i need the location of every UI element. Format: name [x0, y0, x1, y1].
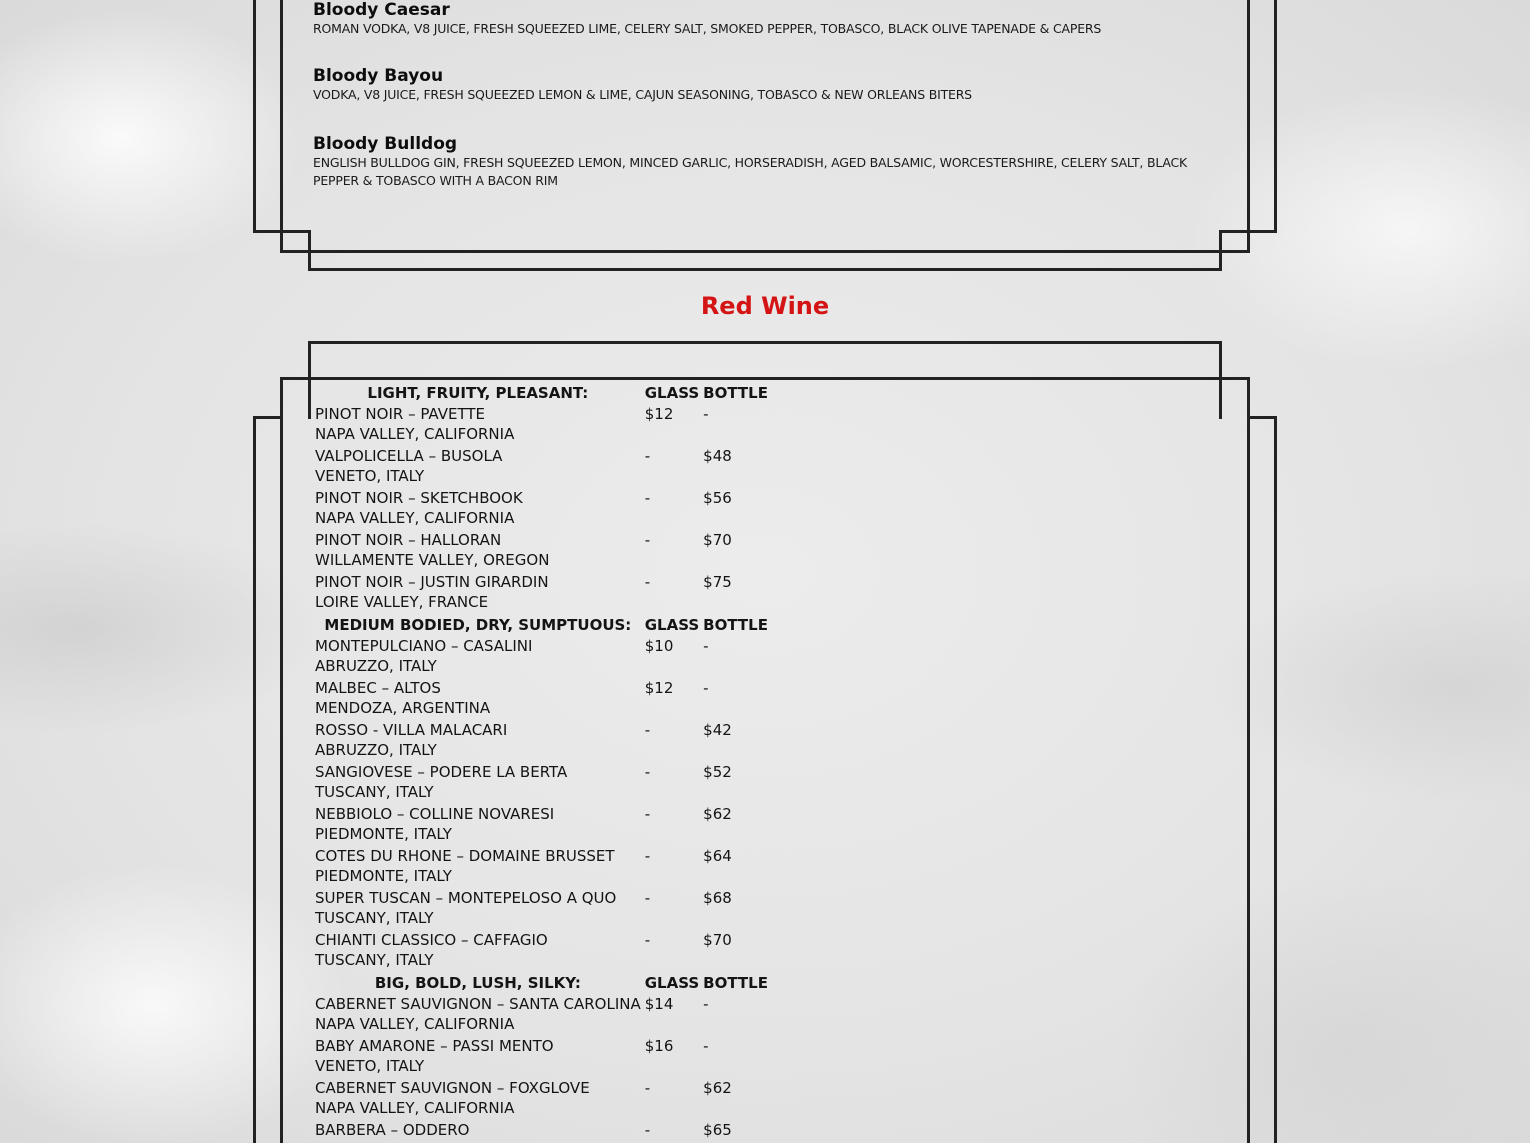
bottle-price: $62 — [703, 1079, 732, 1097]
bottle-price: $70 — [703, 531, 732, 549]
bottle-price: $42 — [703, 721, 732, 739]
wine-region: ABRUZZO, ITALY — [315, 741, 437, 759]
bottle-price: $75 — [703, 573, 732, 591]
frame-line — [280, 0, 283, 252]
wine-name: PINOT NOIR – HALLORAN — [315, 531, 502, 549]
cocktail-name: Bloody Bulldog — [313, 134, 458, 154]
wine-row — [313, 446, 770, 488]
wine-name: BABY AMARONE – PASSI MENTO — [315, 1037, 554, 1055]
wine-row — [313, 404, 770, 446]
glass-price: - — [644, 573, 651, 591]
frame-line — [1219, 377, 1250, 380]
frame-line — [308, 268, 1222, 271]
wine-name: PINOT NOIR – JUSTIN GIRARDIN — [315, 573, 549, 591]
bottle-header: BOTTLE — [703, 384, 768, 402]
wine-region: TUSCANY, ITALY — [315, 783, 434, 801]
cocktail-name: Bloody Bayou — [313, 66, 444, 86]
wine-category: LIGHT, FRUITY, PLEASANT: — [367, 384, 589, 402]
glass-price: - — [644, 489, 651, 507]
bottle-price: $64 — [703, 847, 732, 865]
wine-region: WILLAMENTE VALLEY, OREGON — [315, 551, 550, 569]
bottle-price: - — [703, 405, 709, 423]
bottle-header: BOTTLE — [703, 974, 768, 992]
frame-line — [1219, 230, 1222, 271]
bottle-price: $70 — [703, 931, 732, 949]
wine-region: PIEDMONTE, ITALY — [315, 867, 452, 885]
wine-region: VENETO, ITALY — [315, 1057, 425, 1075]
bottle-price: $56 — [703, 489, 732, 507]
frame-line — [1274, 0, 1277, 232]
frame-line — [1219, 380, 1222, 419]
wine-region: NAPA VALLEY, CALIFORNIA — [315, 1099, 515, 1117]
bottle-price: - — [703, 1037, 709, 1055]
glass-price: $16 — [644, 1037, 674, 1055]
wine-category-row — [313, 972, 770, 994]
wine-row — [313, 1120, 770, 1143]
glass-price: $14 — [644, 995, 674, 1013]
frame-line — [253, 416, 283, 419]
wine-row — [313, 488, 770, 530]
wine-name: CABERNET SAUVIGNON – FOXGLOVE — [315, 1079, 590, 1097]
bottle-price: $48 — [703, 447, 732, 465]
glass-price: - — [644, 847, 651, 865]
frame-line — [280, 377, 311, 380]
frame-line — [308, 341, 311, 380]
glass-price: - — [644, 763, 651, 781]
glass-header: GLASS — [644, 616, 700, 634]
wine-row — [313, 846, 770, 888]
frame-line — [311, 377, 1219, 380]
wine-list-table — [313, 382, 770, 1143]
wine-name: BARBERA – ODDERO — [315, 1121, 470, 1139]
wine-row — [313, 1078, 770, 1120]
wine-name: CHIANTI CLASSICO – CAFFAGIO — [315, 931, 548, 949]
wine-region: MENDOZA, ARGENTINA — [315, 699, 491, 717]
frame-line — [253, 230, 283, 233]
glass-price: $12 — [644, 679, 674, 697]
wine-row — [313, 994, 770, 1036]
cocktail-item — [313, 0, 1213, 38]
cocktail-name: Bloody Caesar — [313, 0, 450, 20]
bottle-header: BOTTLE — [703, 616, 768, 634]
wine-category: MEDIUM BODIED, DRY, SUMPTUOUS: — [324, 616, 632, 634]
wine-region: VENETO, ITALY — [315, 467, 425, 485]
wine-name: COTES DU RHONE – DOMAINE BRUSSET — [315, 847, 615, 865]
frame-line — [253, 0, 256, 232]
bottle-price: $65 — [703, 1121, 732, 1139]
wine-name: SUPER TUSCAN – MONTEPELOSO A QUO — [315, 889, 617, 907]
glass-price: - — [644, 1121, 651, 1139]
glass-price: - — [644, 447, 651, 465]
cocktail-description: VODKA, V8 JUICE, FRESH SQUEEZED LEMON & LIME, CAJUN SEASONING, TOBASCO & NEW ORLEANS BITERS — [313, 87, 972, 102]
wine-region: NAPA VALLEY, CALIFORNIA — [315, 509, 515, 527]
frame-line — [308, 341, 1222, 344]
wine-region: TUSCANY, ITALY — [315, 909, 434, 927]
wine-region: TUSCANY, ITALY — [315, 951, 434, 969]
wine-region: ABRUZZO, ITALY — [315, 657, 437, 675]
bottle-price: - — [703, 679, 709, 697]
wine-name: PINOT NOIR – SKETCHBOOK — [315, 489, 523, 507]
bottle-price: - — [703, 995, 709, 1013]
wine-name: CABERNET SAUVIGNON – SANTA CAROLINA — [315, 995, 641, 1013]
bottle-price: $68 — [703, 889, 732, 907]
glass-price: $10 — [644, 637, 674, 655]
bottle-price: $62 — [703, 805, 732, 823]
wine-row — [313, 888, 770, 930]
glass-price: - — [644, 931, 651, 949]
frame-line — [1247, 0, 1250, 252]
wine-row — [313, 678, 770, 720]
glass-price: - — [644, 531, 651, 549]
glass-header: GLASS — [644, 974, 700, 992]
wine-row — [313, 636, 770, 678]
frame-line — [308, 230, 311, 271]
wine-row — [313, 720, 770, 762]
section-title: Red Wine — [700, 292, 830, 320]
frame-line — [253, 416, 256, 1143]
frame-line — [1247, 377, 1250, 1143]
bottle-price: - — [703, 637, 709, 655]
bottle-price: $52 — [703, 763, 732, 781]
frame-line — [1247, 230, 1277, 233]
cocktail-description: ROMAN VODKA, V8 JUICE, FRESH SQUEEZED LIME, CELERY SALT, SMOKED PEPPER, TOBASCO, BLACK OLIVE TAPENADE & CAPERS — [313, 21, 1102, 36]
wine-row — [313, 762, 770, 804]
wine-region: PIEDMONTE, ITALY — [315, 825, 452, 843]
glass-header: GLASS — [644, 384, 700, 402]
wine-name: PINOT NOIR – PAVETTE — [315, 405, 486, 423]
wine-row — [313, 804, 770, 846]
wine-row — [313, 572, 770, 614]
frame-line — [280, 377, 283, 1143]
wine-name: MONTEPULCIANO – CASALINI — [315, 637, 533, 655]
glass-price: $12 — [644, 405, 674, 423]
wine-row — [313, 930, 770, 972]
wine-category-row — [313, 382, 770, 404]
cocktail-description: ENGLISH BULLDOG GIN, FRESH SQUEEZED LEMON, MINCED GARLIC, HORSERADISH, AGED BALSAMIC, WORCESTERSHIRE, CELERY SALT, BLACK PEPPER & TOBASCO WITH A BACON RIM — [313, 155, 1188, 188]
frame-line — [280, 250, 1250, 253]
wine-name: SANGIOVESE – PODERE LA BERTA — [315, 763, 568, 781]
glass-price: - — [644, 721, 651, 739]
wine-name: ROSSO - VILLA MALACARI — [315, 721, 508, 739]
frame-line — [1274, 416, 1277, 1143]
glass-price: - — [644, 889, 651, 907]
wine-row — [313, 1036, 770, 1078]
wine-region: NAPA VALLEY, CALIFORNIA — [315, 1015, 515, 1033]
frame-line — [1219, 341, 1222, 380]
wine-name: VALPOLICELLA – BUSOLA — [315, 447, 503, 465]
wine-category-row — [313, 614, 770, 636]
glass-price: - — [644, 1079, 651, 1097]
cocktail-item — [313, 66, 1213, 104]
wine-row — [313, 530, 770, 572]
frame-line — [1219, 230, 1247, 233]
frame-line — [1247, 416, 1277, 419]
wine-category: BIG, BOLD, LUSH, SILKY: — [374, 974, 581, 992]
wine-region: NAPA VALLEY, CALIFORNIA — [315, 425, 515, 443]
frame-line — [308, 380, 311, 419]
frame-line — [283, 230, 311, 233]
wine-name: MALBEC – ALTOS — [315, 679, 441, 697]
glass-price: - — [644, 805, 651, 823]
wine-region: LOIRE VALLEY, FRANCE — [315, 593, 489, 611]
cocktail-item — [313, 134, 1213, 190]
wine-name: NEBBIOLO – COLLINE NOVARESI — [315, 805, 555, 823]
